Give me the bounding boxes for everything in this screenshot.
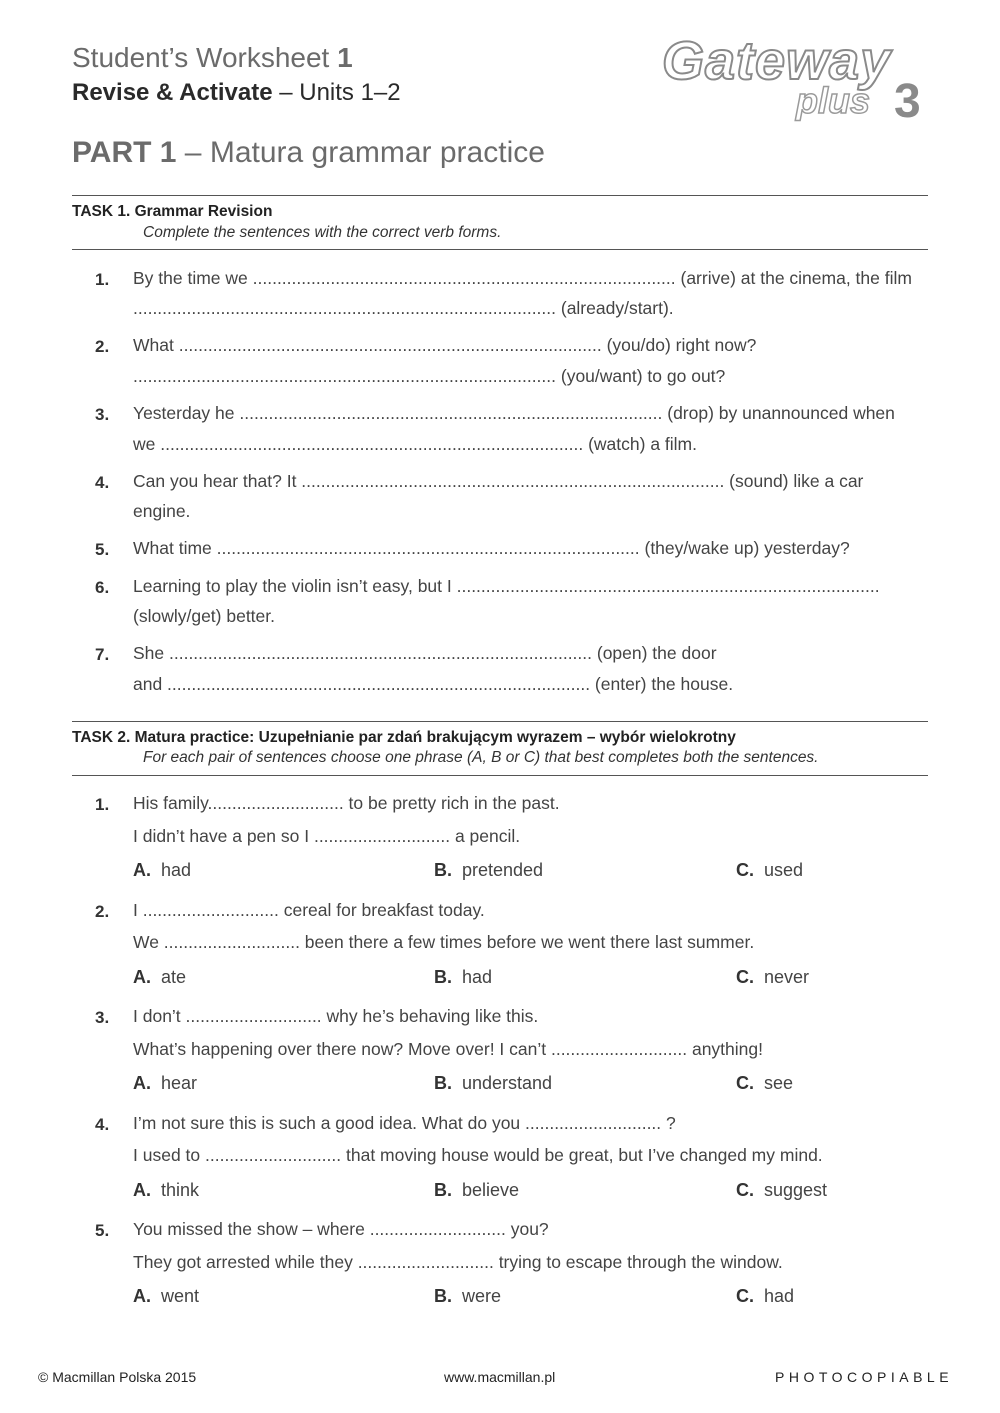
option-text: went (161, 1286, 200, 1306)
subtitle-bold: Revise & Activate (72, 79, 273, 106)
option-letter: A. (133, 860, 151, 880)
task1-item-line: Learning to play the violin isn’t easy, but I ....................................................................................... (133, 576, 880, 596)
task1-item-line: and ....................................................................................... (enter) the house. (133, 674, 734, 694)
option-letter: B. (434, 1180, 452, 1200)
task1-item-line: engine. (133, 501, 191, 521)
option-letter: A. (133, 1073, 151, 1093)
option-letter: B. (434, 967, 452, 987)
option-text: ate (161, 967, 187, 987)
option-text: had (764, 1286, 795, 1306)
task2-item-line: I used to ............................ that moving house would be great, but I’ve changed my mind. (133, 1145, 823, 1165)
task2-title: Matura practice: Uzupełnianie par zdań brakującym wyrazem – wybór wielokrotny (134, 729, 736, 746)
option-text: were (462, 1286, 502, 1306)
task2-item-line: I ............................ cereal for breakfast today. (133, 900, 485, 920)
option-b (434, 1073, 552, 1094)
task1-heading (72, 203, 272, 221)
worksheet-subtitle (72, 79, 401, 107)
task1-label: TASK 1. (72, 203, 131, 220)
option-text: believe (462, 1180, 520, 1200)
option-letter: A. (133, 1180, 151, 1200)
worksheet-title (72, 42, 353, 74)
option-letter: C. (736, 1286, 754, 1306)
task1-item-line: ....................................................................................... (you/want) to go out? (133, 366, 726, 386)
gateway-logo-number: 3 (894, 75, 921, 128)
footer-photocopiable: PHOTOCOPIABLE (775, 1369, 954, 1385)
task2-item-number: 2. (95, 902, 110, 921)
option-b (434, 967, 492, 988)
part-title-bold: PART 1 (72, 136, 177, 169)
divider (72, 195, 928, 196)
option-letter: C. (736, 1180, 754, 1200)
subtitle-rest: – Units 1–2 (272, 79, 401, 106)
option-c (736, 967, 809, 988)
option-text: suggest (764, 1180, 828, 1200)
option-letter: C. (736, 860, 754, 880)
option-a (133, 1180, 199, 1201)
task2-item-number: 5. (95, 1221, 110, 1240)
option-letter: B. (434, 860, 452, 880)
option-text: pretended (462, 860, 544, 880)
task2-item-line: I don’t ............................ why he’s behaving like this. (133, 1006, 539, 1026)
task2-instruction: For each pair of sentences choose one phrase (A, B or C) that best completes both the sentences. (143, 749, 819, 766)
gateway-logo-word: Gateway (662, 31, 892, 91)
task1-item-line: Can you hear that? It ....................................................................................... (sound) like a car (133, 471, 864, 491)
option-text: see (764, 1073, 794, 1093)
task1-item-line: (slowly/get) better. (133, 606, 275, 626)
task1-item-number: 7. (95, 645, 110, 664)
task2-item-line: What’s happening over there now? Move over! I can’t ............................ anything! (133, 1039, 763, 1059)
option-text: understand (462, 1073, 553, 1093)
part-title-rest: – Matura grammar practice (176, 136, 545, 169)
task2-item-line: I’m not sure this is such a good idea. What do you ............................ ? (133, 1113, 676, 1133)
footer-website: www.macmillan.pl (444, 1369, 556, 1385)
task1-item-line: What ....................................................................................... (you/do) right now? (133, 335, 757, 355)
task2-item-line: They got arrested while they ............................ trying to escape through the window. (133, 1252, 783, 1272)
task2-item-line: His family............................ to be pretty rich in the past. (133, 793, 560, 813)
option-a (133, 1073, 197, 1094)
footer-copyright: © Macmillan Polska 2015 (38, 1369, 197, 1385)
task1-item-line: What time ....................................................................................... (they/wake up) yesterday? (133, 538, 850, 558)
task1-item-number: 6. (95, 578, 110, 597)
task1-title: Grammar Revision (134, 203, 273, 220)
task1-instruction: Complete the sentences with the correct verb forms. (143, 224, 502, 241)
option-text: had (161, 860, 192, 880)
option-b (434, 1286, 501, 1307)
option-letter: A. (133, 967, 151, 987)
task1-item-number: 1. (95, 270, 110, 289)
option-c (736, 860, 803, 881)
option-text: hear (161, 1073, 198, 1093)
task2-item-number: 3. (95, 1008, 110, 1027)
option-letter: C. (736, 1073, 754, 1093)
divider (72, 721, 928, 722)
task1-item-number: 3. (95, 405, 110, 424)
task2-item-line: You missed the show – where ............................ you? (133, 1219, 549, 1239)
option-text: never (764, 967, 810, 987)
option-letter: B. (434, 1073, 452, 1093)
option-a (133, 967, 186, 988)
task2-item-number: 1. (95, 795, 110, 814)
task2-heading (72, 729, 736, 747)
task1-item-line: By the time we ....................................................................................... (arrive) at the cinema, the film (133, 268, 912, 288)
option-b (434, 1180, 519, 1201)
option-letter: B. (434, 1286, 452, 1306)
task1-item-line: ....................................................................................... (already/start). (133, 298, 674, 318)
option-c (736, 1286, 794, 1307)
task1-item-line: Yesterday he ....................................................................................... (drop) by unannounced when (133, 403, 895, 423)
option-letter: C. (736, 967, 754, 987)
divider (72, 775, 928, 776)
option-a (133, 860, 191, 881)
task2-item-number: 4. (95, 1115, 110, 1134)
option-letter: A. (133, 1286, 151, 1306)
divider (72, 249, 928, 250)
option-b (434, 860, 543, 881)
part-title (72, 136, 545, 170)
task1-item-line: we ....................................................................................... (watch) a film. (133, 434, 697, 454)
option-c (736, 1073, 793, 1094)
task2-item-line: We ............................ been there a few times before we went there last summer. (133, 932, 755, 952)
task1-item-number: 5. (95, 540, 110, 559)
task1-item-line: She ....................................................................................... (open) the door (133, 643, 717, 663)
option-a (133, 1286, 199, 1307)
gateway-logo-plus: plus (796, 80, 871, 121)
task1-item-number: 2. (95, 337, 110, 356)
worksheet-number: 1 (337, 42, 353, 73)
option-text: had (462, 967, 493, 987)
task1-item-number: 4. (95, 473, 110, 492)
task2-label: TASK 2. (72, 729, 131, 746)
option-text: think (161, 1180, 200, 1200)
worksheet-title-text: Student’s Worksheet (72, 42, 330, 73)
task2-item-line: I didn’t have a pen so I ............................ a pencil. (133, 826, 521, 846)
option-text: used (764, 860, 804, 880)
option-c (736, 1180, 827, 1201)
